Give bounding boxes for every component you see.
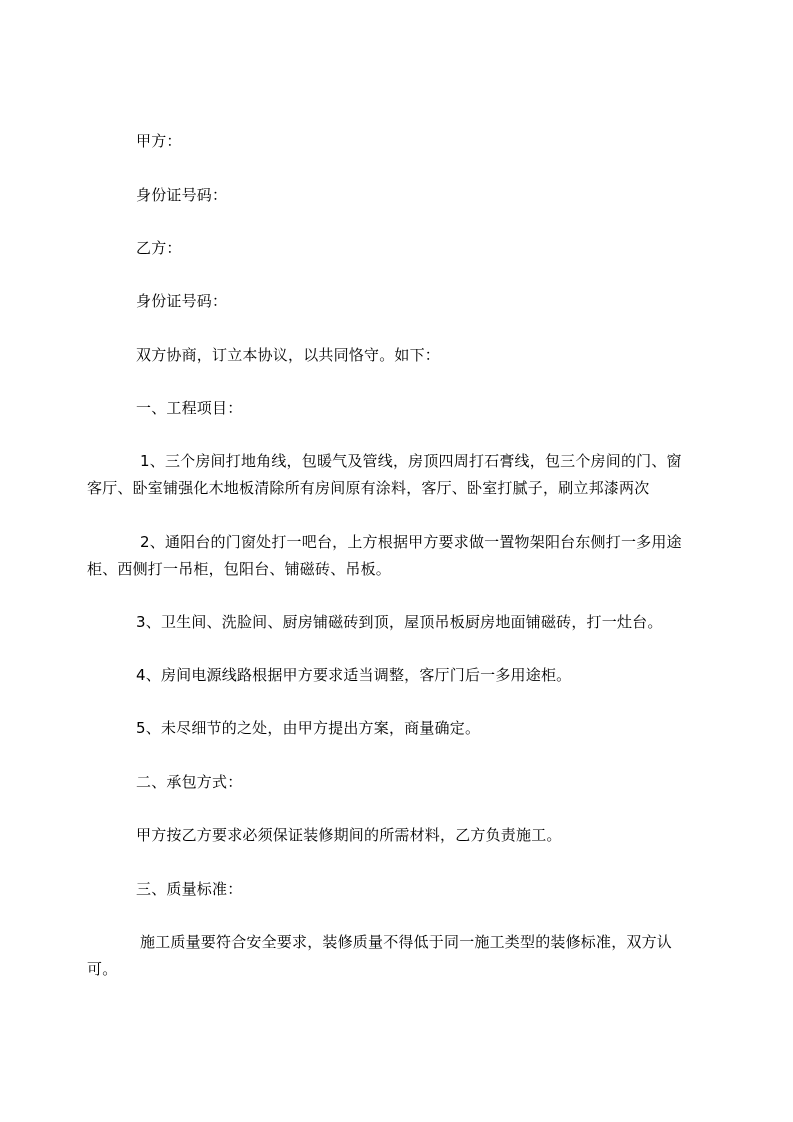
item-5: 5、未尽细节的之处，由甲方提出方案，商量确定。 <box>136 719 481 737</box>
section-3-heading: 三、质量标准： <box>136 880 243 898</box>
party-b-id-label: 身份证号码： <box>136 292 228 310</box>
party-a-label: 甲方： <box>136 132 182 150</box>
section-1-heading: 一、工程项目： <box>136 399 243 417</box>
item-4: 4、房间电源线路根据甲方要求适当调整，客厅门后一多用途柜。 <box>136 666 572 684</box>
section-3-body-line-2: 可。 <box>87 960 118 978</box>
item-2-line-1: 2、通阳台的门窗处打一吧台，上方根据甲方要求做一置物架阳台东侧打一多用途 <box>140 533 682 551</box>
item-3: 3、卫生间、洗脸间、厨房铺磁砖到顶，屋顶吊板厨房地面铺磁砖，打一灶台。 <box>136 613 663 631</box>
item-2-line-2: 柜、西侧打一吊柜，包阳台、铺磁砖、吊板。 <box>87 560 392 578</box>
section-2-heading: 二、承包方式： <box>136 773 243 791</box>
intro-paragraph: 双方协商，订立本协议，以共同恪守。如下： <box>136 346 441 364</box>
section-2-body: 甲方按乙方要求必须保证装修期间的所需材料，乙方负责施工。 <box>136 826 562 844</box>
item-1-line-1: 1、三个房间打地角线，包暖气及管线，房顶四周打石膏线，包三个房间的门、窗 <box>140 452 682 470</box>
section-3-body-line-1: 施工质量要符合安全要求，装修质量不得低于同一施工类型的装修标准，双方认 <box>140 933 673 951</box>
item-1-line-2: 客厅、卧室铺强化木地板清除所有房间原有涂料，客厅、卧室打腻子，刷立邦漆两次 <box>87 479 650 497</box>
party-a-id-label: 身份证号码： <box>136 186 228 204</box>
party-b-label: 乙方： <box>136 239 182 257</box>
